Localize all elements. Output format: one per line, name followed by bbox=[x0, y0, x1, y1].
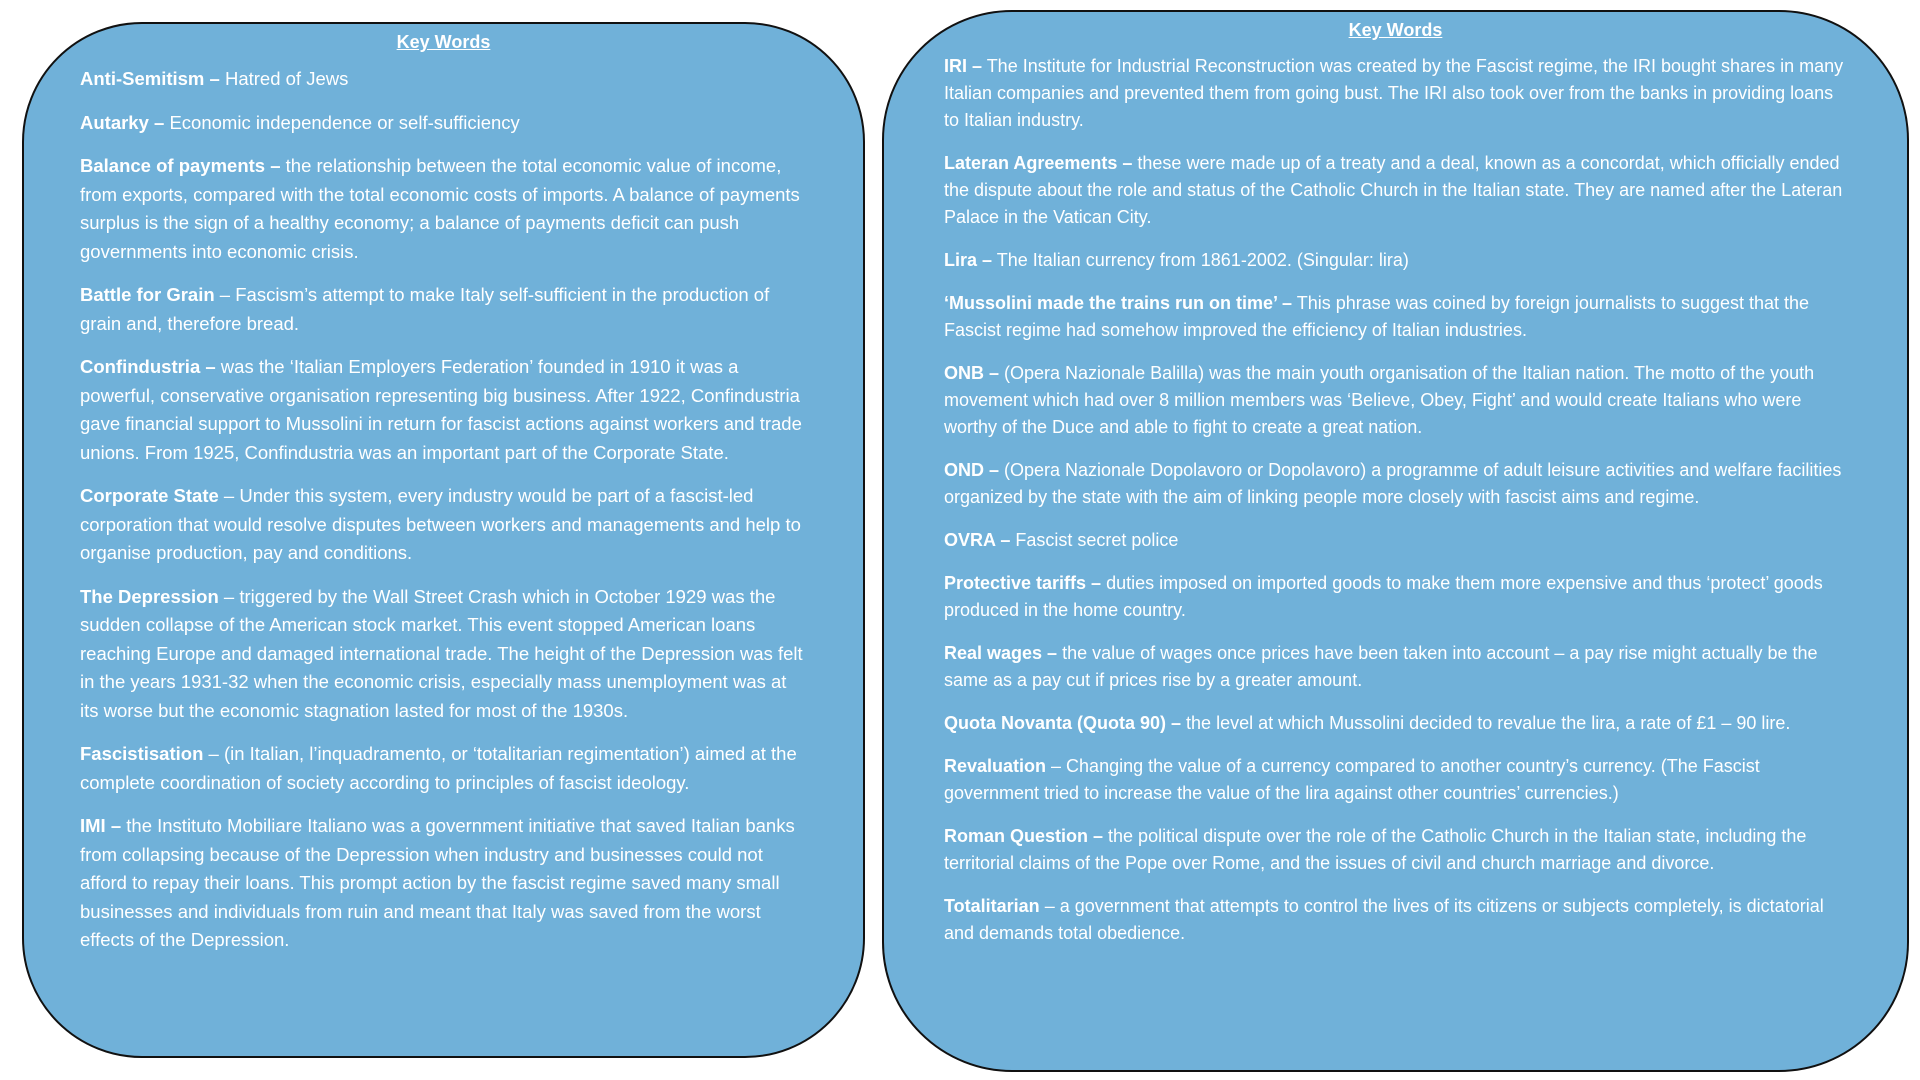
glossary-entry bbox=[80, 109, 807, 138]
glossary-entry bbox=[80, 812, 807, 955]
glossary-entry bbox=[80, 281, 807, 338]
entry-term: Revaluation bbox=[944, 756, 1047, 776]
entry-term: Lira – bbox=[944, 250, 993, 270]
entry-term: Fascistisation bbox=[80, 743, 204, 764]
entry-term: Anti-Semitism – bbox=[80, 68, 220, 89]
entry-definition: (Opera Nazionale Balilla) was the main youth organisation of the Italian nation. The motto of the youth movement which had over 8 million members was ‘Believe, Obey, Fight’ and would create Italians who were worthy of the Duce and able to fight to create a great nation. bbox=[944, 363, 1815, 437]
entry-definition: The Italian currency from 1861-2002. (Singular: lira) bbox=[992, 250, 1409, 270]
glossary-entry bbox=[944, 290, 1847, 344]
entry-term: The Depression bbox=[80, 585, 219, 607]
entry-definition: Fascist secret police bbox=[1010, 530, 1179, 550]
key-words-card-right bbox=[882, 10, 1909, 1072]
glossary-entry bbox=[80, 740, 807, 797]
entry-definition: these were made up of a treaty and a deal, known as a concordat, which officially ended the dispute about the role and status of the Catholic Church in the Italian state. They are named after the Lateran Palace in the Vatican City. bbox=[944, 153, 1843, 227]
entry-definition: duties imposed on imported goods to make them more expensive and thus ‘protect’ goods produced in the home country. bbox=[944, 573, 1823, 620]
glossary-entry bbox=[944, 753, 1847, 807]
entry-term: Lateran Agreements – bbox=[944, 153, 1133, 173]
entry-definition: Hatred of Jews bbox=[219, 68, 349, 89]
entry-definition: – (in Italian, l’inquadramento, or ‘totalitarian regimentation’) aimed at the complete coordination of society according to principles of fascist ideology. bbox=[80, 743, 797, 793]
glossary-entry bbox=[944, 710, 1847, 737]
entry-definition: was the ‘Italian Employers Federation’ founded in 1910 it was a powerful, conservative organisation representing big business. After 1922, Confindustria gave financial support to Mussolini in return for fascist actions against workers and trade unions. From 1925, Confindustria was an important part of the Corporate State. bbox=[80, 356, 802, 463]
entry-definition: the Instituto Mobiliare Italiano was a government initiative that saved Italian banks from collapsing because of the Depression when industry and businesses could not afford to repay their loans. This prompt action by the fascist regime saved many small businesses and individuals from ruin and meant that Italy was saved from the worst effects of the Depression. bbox=[80, 815, 795, 950]
entry-definition: This phrase was coined by foreign journalists to suggest that the Fascist regime had somehow improved the efficiency of Italian industries. bbox=[944, 293, 1810, 340]
entry-definition: – Fascism’s attempt to make Italy self-sufficient in the production of grain and, therefore bread. bbox=[80, 284, 770, 334]
card-title: Key Words bbox=[1348, 20, 1443, 40]
entry-term: Battle for Grain bbox=[80, 284, 215, 305]
entry-term: IMI – bbox=[80, 815, 122, 836]
entry-term: OVRA – bbox=[944, 530, 1011, 550]
entry-term: OND – bbox=[944, 460, 1000, 480]
entry-definition: The Institute for Industrial Reconstruction was created by the Fascist regime, the IRI bought shares in many Italian companies and prevented them from going bust. The IRI also took over from the banks in providing loans to Italian industry. bbox=[944, 56, 1844, 130]
entry-term: Confindustria – bbox=[80, 356, 216, 377]
entry-term: Protective tariffs – bbox=[944, 573, 1102, 593]
glossary-entry bbox=[944, 893, 1847, 947]
card-title: Key Words bbox=[396, 32, 491, 52]
glossary-entry bbox=[944, 527, 1847, 554]
entry-term: Autarky – bbox=[80, 111, 165, 133]
glossary-entry bbox=[80, 353, 807, 467]
entry-term: Corporate State bbox=[80, 485, 219, 506]
entry-term: IRI – bbox=[944, 56, 983, 76]
entry-definition: – triggered by the Wall Street Crash which in October 1929 was the sudden collapse of the American stock market. This event stopped American loans reaching Europe and damaged international trade. The height of the Depression was felt in the years 1931-32 when the economic crisis, especially mass unemployment was at its worse but the economic stagnation lasted for most of the 1930s. bbox=[80, 585, 803, 721]
entry-term: Totalitarian bbox=[944, 896, 1040, 916]
entry-term: Real wages – bbox=[944, 643, 1058, 663]
entry-definition: (Opera Nazionale Dopolavoro or Dopolavoro) a programme of adult leisure activities and welfare facilities organized by the state with the aim of linking people more closely with fascist aims and regime. bbox=[944, 460, 1842, 507]
glossary-entry bbox=[80, 482, 807, 568]
entry-term: ‘Mussolini made the trains run on time’ – bbox=[944, 293, 1293, 313]
glossary-entry bbox=[944, 247, 1847, 274]
entry-definition: – Changing the value of a currency compared to another country’s currency. (The Fascist government tried to increase the value of the lira against other countries’ currencies.) bbox=[944, 756, 1760, 803]
glossary-entry bbox=[80, 583, 807, 726]
entry-definition: the political dispute over the role of the Catholic Church in the Italian state, including the territorial claims of the Pope over Rome, and the issues of civil and church marriage and divorce. bbox=[944, 826, 1807, 873]
key-words-card-left bbox=[22, 22, 865, 1058]
glossary-entry bbox=[944, 457, 1847, 511]
glossary-entry bbox=[944, 570, 1847, 624]
glossary-entry bbox=[944, 640, 1847, 694]
entry-term: Quota Novanta (Quota 90) – bbox=[944, 713, 1182, 733]
glossary-entry bbox=[944, 150, 1847, 231]
entry-definition: Economic independence or self-sufficiency bbox=[164, 111, 520, 133]
glossary-entry bbox=[944, 823, 1847, 877]
entry-definition: – a government that attempts to control the lives of its citizens or subjects completely, is dictatorial and demands total obedience. bbox=[944, 896, 1824, 943]
entry-term: ONB – bbox=[944, 363, 1000, 383]
entry-term: Roman Question – bbox=[944, 826, 1104, 846]
glossary-entry bbox=[944, 53, 1847, 134]
glossary-entry bbox=[80, 65, 807, 94]
entry-definition: the value of wages once prices have been taken into account – a pay rise might actually be the same as a pay cut if prices rise by a greater amount. bbox=[944, 643, 1818, 690]
entry-term: Balance of payments – bbox=[80, 155, 281, 176]
entry-definition: the level at which Mussolini decided to revalue the lira, a rate of £1 – 90 lire. bbox=[1181, 713, 1791, 733]
entry-definition: the relationship between the total economic value of income, from exports, compared with the total economic costs of imports. A balance of payments surplus is the sign of a healthy economy; a balance of payments deficit can push governments into economic crisis. bbox=[80, 155, 800, 262]
entry-definition: – Under this system, every industry would be part of a fascist-led corporation that would resolve disputes between workers and managements and help to organise production, pay and conditions. bbox=[80, 485, 801, 563]
glossary-entry bbox=[80, 152, 807, 266]
glossary-entry bbox=[944, 360, 1847, 441]
